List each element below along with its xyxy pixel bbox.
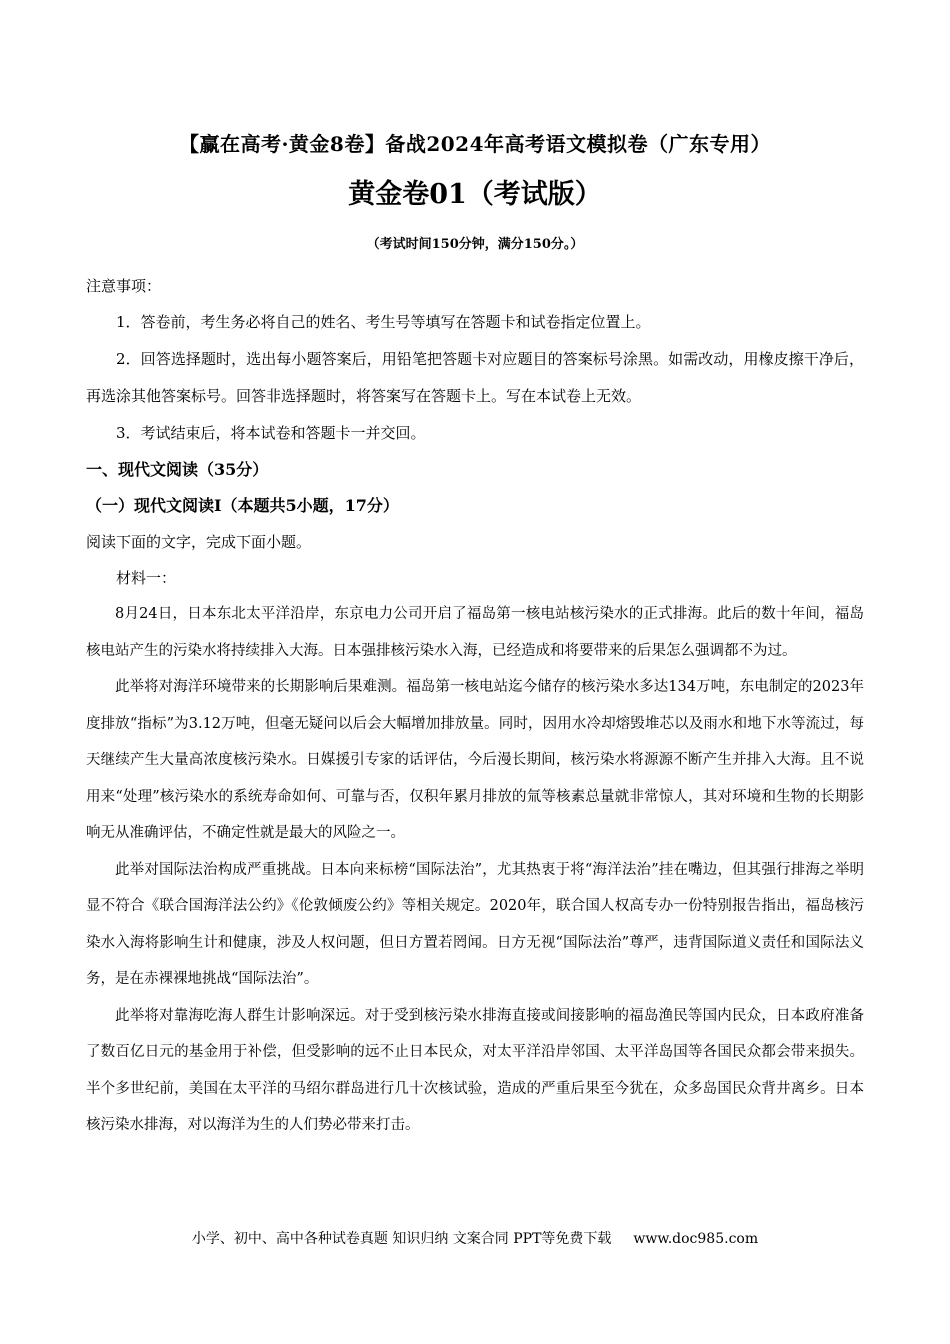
page-title: 黄金卷01（考试版） — [348, 179, 602, 210]
paragraph: 此举将对靠海吃海人群生计影响深远。对于受到核污染水排海直接或间接影响的福岛渔民等国内民众，日本政府准备了数百亿日元的基金用于补偿，但受影响的远不止日本民众，对太平洋沿岸邻国、太平洋岛国等各国民众都会带来损失。半个多世纪前，美国在太平洋的马绍尔群岛进行几十次核试验，造成的严重后果至今犹在，众多岛国民众背井离乡。日本核污染水排海，对以海洋为生的人们势必带来打击。 — [86, 1007, 864, 1133]
reading-instruction: 阅读下面的文字，完成下面小题。 — [86, 533, 312, 551]
document-body — [86, 268, 864, 1144]
exam-info: （考试时间150分钟，满分150分。） — [366, 237, 584, 252]
notice-heading: 注意事项： — [86, 277, 162, 295]
notice-item-2: 2．回答选择题时，选出每小题答案后，用铅笔把答题卡对应题目的答案标号涂黑。如需改动，用橡皮擦干净后，再选涂其他答案标号。回答非选择题时，将答案写在答题卡上。写在本试卷上无效。 — [86, 350, 864, 405]
footer-text: 小学、初中、高中各种试卷真题 知识归纳 文案合同 PPT等免费下载 — [191, 1231, 612, 1247]
notice-item-1: 1．答卷前，考生务必将自己的姓名、考生号等填写在答题卡和试卷指定位置上。 — [116, 313, 651, 331]
paragraph: 此举将对海洋环境带来的长期影响后果难测。福岛第一核电站迄今储存的核污染水多达134万吨，东电制定的2023年度排放“指标”为3.12万吨，但毫无疑问以后会大幅增加排放量。同时，因用水冷却熔毁堆芯以及雨水和地下水等流过，每天继续产生大量高浓度核污染水。日媒援引专家的话评估，今后漫长期间，核污染水将源源不断产生并排入大海。且不说用来“处理”核污染水的系统寿命如何、可靠与否，仅积年累月排放的氚等核素总量就非常惊人，其对环境和生物的长期影响无从准确评估，不确定性就是最大的风险之一。 — [86, 679, 864, 841]
paragraph: 此举对国际法治构成严重挑战。日本向来标榜“国际法治”，尤其热衷于将“海洋法治”挂在嘴边，但其强行排海之举明显不符合《联合国海洋法公约》《伦敦倾废公约》等相关规定。2020年，联合国人权高专办一份特别报告指出，福岛核污染水入海将影响生计和健康，涉及人权问题，但日方置若罔闻。日方无视“国际法治”尊严，违背国际道义责任和国际法义务，是在赤裸裸地挑战“国际法治”。 — [86, 861, 864, 987]
page-footer — [0, 1228, 950, 1248]
material-text — [86, 596, 864, 1144]
series-title: 【赢在高考·黄金8卷】备战2024年高考语文模拟卷（广东专用） — [178, 132, 772, 156]
subsection-heading: （一）现代文阅读Ⅰ（本题共5小题，17分） — [86, 496, 399, 515]
paragraph: 8月24日，日本东北太平洋沿岸，东京电力公司开启了福岛第一核电站核污染水的正式排海。此后的数十年间，福岛核电站产生的污染水将持续排入大海。日本强排核污染水入海，已经造成和将要带来的后果怎么强调都不为过。 — [86, 606, 864, 659]
footer-link[interactable]: www.doc985.com — [633, 1231, 759, 1247]
section-heading: 一、现代文阅读（35分） — [86, 460, 269, 479]
notice-item-3: 3．考试结束后，将本试卷和答题卡一并交回。 — [116, 424, 426, 442]
material-label: 材料一： — [116, 569, 177, 587]
